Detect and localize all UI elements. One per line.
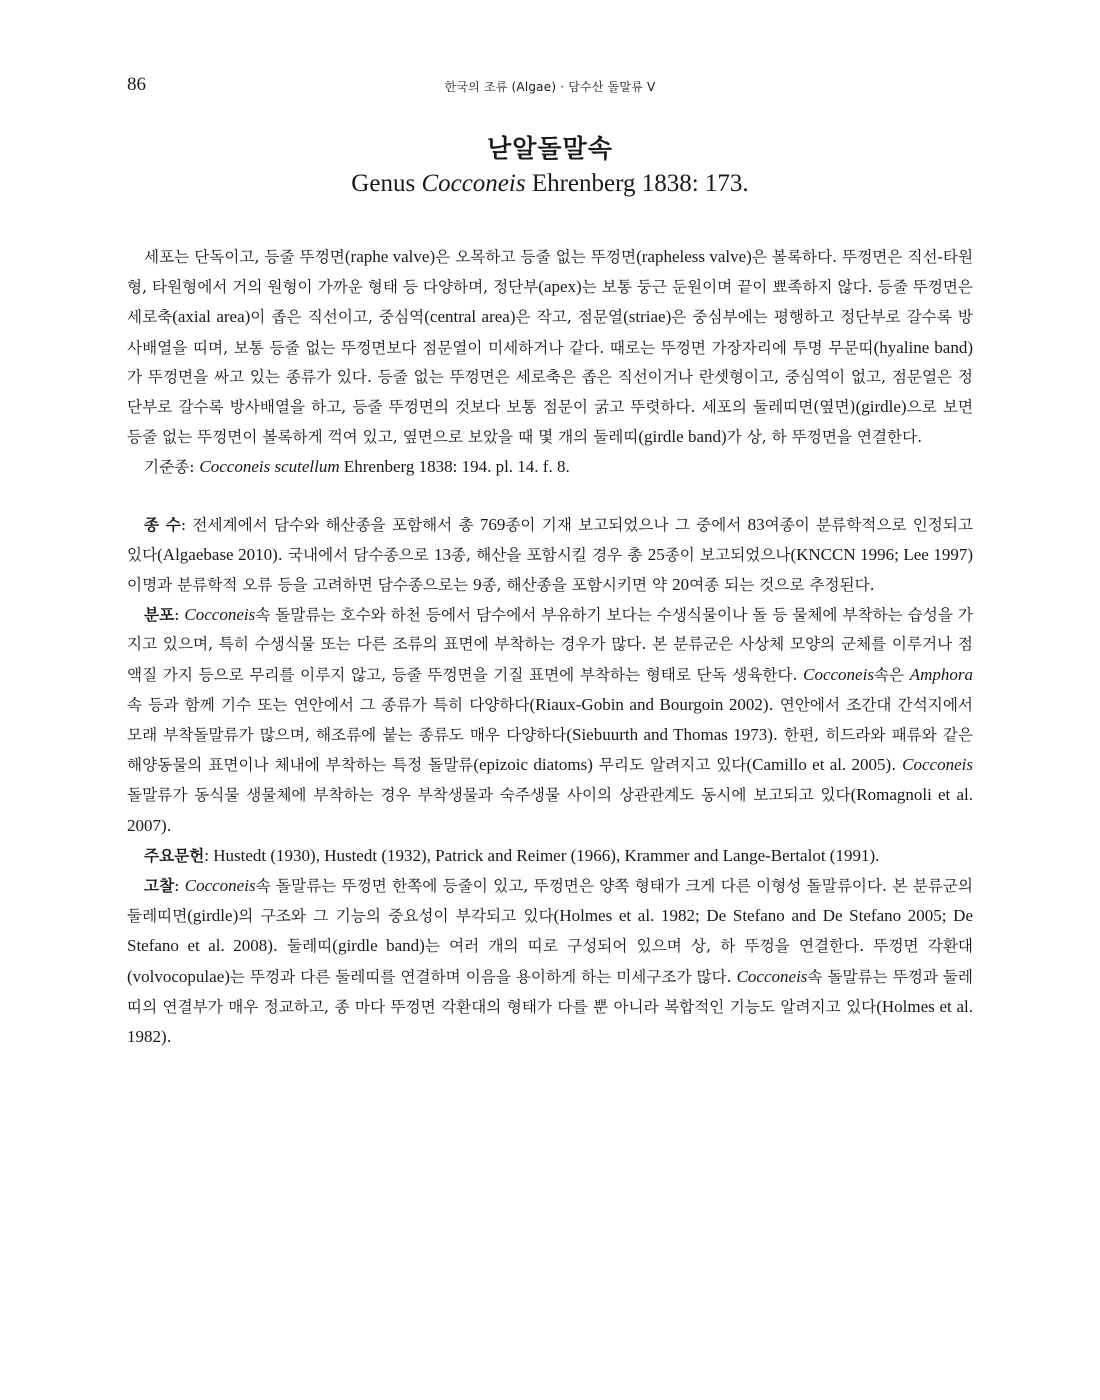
- remarks-label: 고찰: [144, 876, 175, 896]
- distribution-label: 분포: [144, 605, 175, 625]
- distribution-paragraph: 분포: Cocconeis속 돌말류는 호수와 하천 등에서 담수에서 부유하기 보다는 수생식물이나 돌 등 물체에 부착하는 습성을 가지고 있으며, 특히 수생식물 또는 다른 조류의 표면에 부착하는 경우가 많다. 본 분류군은 사상체 모양의 군체를 이루거나 점액질 가지 등으로 무리를 이루지 않고, 등줄 뚜껑면을 기질 표면에 부착하는 형태로 단독 생육한다. Cocconeis속은 Amphora속 등과 함께 기수 또는 연안에서 그 종류가 특히 다양하다(Riaux-Gobin and Bourgoin 2002). 연안에서 조간대 간석지에서 모래 부착돌말류가 많으며, 해조류에 붙는 종류도 매우 다양하다(Siebuurth and Thomas 1973). 한편, 히드라와 패류와 같은 해양동물의 표면이나 체내에 부착하는 특정 돌말류(epizoic diatoms) 무리도 알려지고 있다(Camillo et al. 2005). Cocconeis 돌말류가 동식물 생물체에 부착하는 경우 부착생물과 숙주생물 사이의 상관관계도 동시에 보고되고 있다(Romagnoli et al. 2007).: [127, 605, 974, 835]
- genus-title-korean: 낟알돌말속: [487, 134, 613, 163]
- type-species-name: Cocconeis scutellum: [199, 457, 340, 477]
- page-body: [127, 242, 973, 1052]
- page-header: [127, 74, 973, 98]
- genus-prefix: Genus: [351, 170, 422, 197]
- description-paragraph: 세포는 단독이고, 등줄 뚜껑면(raphe valve)은 오목하고 등줄 없는 뚜껑면(rapheless valve)은 볼록하다. 뚜껑면은 직선-타원형, 타원형에서 거의 원형이 가까운 형태 등 다양하며, 정단부(apex)는 보통 둥근 둔원이며 끝이 뾰족하지 않다. 등줄 뚜껑면은 세로축(axial area)이 좁은 직선이고, 중심역(central area)은 작고, 점문열(striae)은 중심부에는 평행하고 정단부로 갈수록 방사배열을 띠며, 보통 등줄 없는 뚜껑면보다 점문열이 미세하거나 같다. 때로는 뚜껑면 가장자리에 투명 무문띠(hyaline band)가 뚜껑면을 싸고 있는 종류가 있다. 등줄 없는 뚜껑면은 세로축은 좁은 직선이거나 란셋형이고, 중심역이 없고, 점문열은 정단부로 갈수록 방사배열을 하고, 등줄 뚜껑면의 것보다 보통 점문이 굵고 뚜렷하다. 세포의 둘레띠면(옆면)(girdle)으로 보면 등줄 없는 뚜껑면이 볼록하게 꺽여 있고, 옆면으로 보았을 때 몇 개의 둘레띠(girdle band)가 상, 하 뚜껑면을 연결한다.: [127, 247, 974, 447]
- references-label: 주요문헌: [144, 845, 205, 865]
- title-block: [127, 132, 973, 202]
- references-paragraph: 주요문헌: Hustedt (1930), Hustedt (1932), Patrick and Reimer (1966), Krammer and Lange-Bertalot (1991).: [144, 845, 880, 865]
- species-count-label: 종 수: [144, 514, 181, 534]
- remarks-paragraph: 고찰: Cocconeis속 돌말류는 뚜껑면 한쪽에 등줄이 있고, 뚜껑면은 양쪽 형태가 크게 다른 이형성 돌말류이다. 본 분류군의 둘레띠면(girdle)의 구조와 그 기능의 중요성이 부각되고 있다(Holmes et al. 1982; De Stefano and De Stefano 2005; De Stefano et al. 2008). 둘레띠(girdle band)는 여러 개의 띠로 구성되어 있으며 상, 하 뚜껑을 연결한다. 뚜껑면 각환대(volvocopulae)는 뚜껑과 다른 둘레띠를 연결하며 이음을 용이하게 하는 미세구조가 많다. Cocconeis속 돌말류는 뚜껑과 둘레띠의 연결부가 매우 정교하고, 종 마다 뚜껑면 각환대의 형태가 다를 뿐 아니라 복합적인 기능도 알려지고 있다(Holmes et al. 1982).: [127, 876, 974, 1047]
- section-spacer: [127, 483, 973, 510]
- genus-title-latin: [127, 166, 973, 202]
- page-number: 86: [127, 74, 146, 95]
- running-title: 한국의 조류 (Algae) · 담수산 돌말류 V: [444, 80, 656, 94]
- genus-name: Cocconeis: [421, 170, 526, 197]
- type-species-paragraph: 기준종: Cocconeis scutellum Ehrenberg 1838: 194. pl. 14. f. 8.: [144, 457, 570, 477]
- genus-authority: Ehrenberg 1838: 173.: [525, 170, 749, 197]
- species-count-paragraph: 종 수: 전세계에서 담수와 해산종을 포함해서 총 769종이 기재 보고되었으나 그 중에서 83여종이 분류학적으로 인정되고 있다(Algaebase 2010). 국내에서 담수종으로 13종, 해산을 포함시킬 경우 총 25종이 보고되었으나(KNCCN 1996; Lee 1997) 이명과 분류학적 오류 등을 고려하면 담수종으로는 9종, 해산종을 포함시키면 약 20여종 되는 것으로 추정된다.: [127, 514, 974, 595]
